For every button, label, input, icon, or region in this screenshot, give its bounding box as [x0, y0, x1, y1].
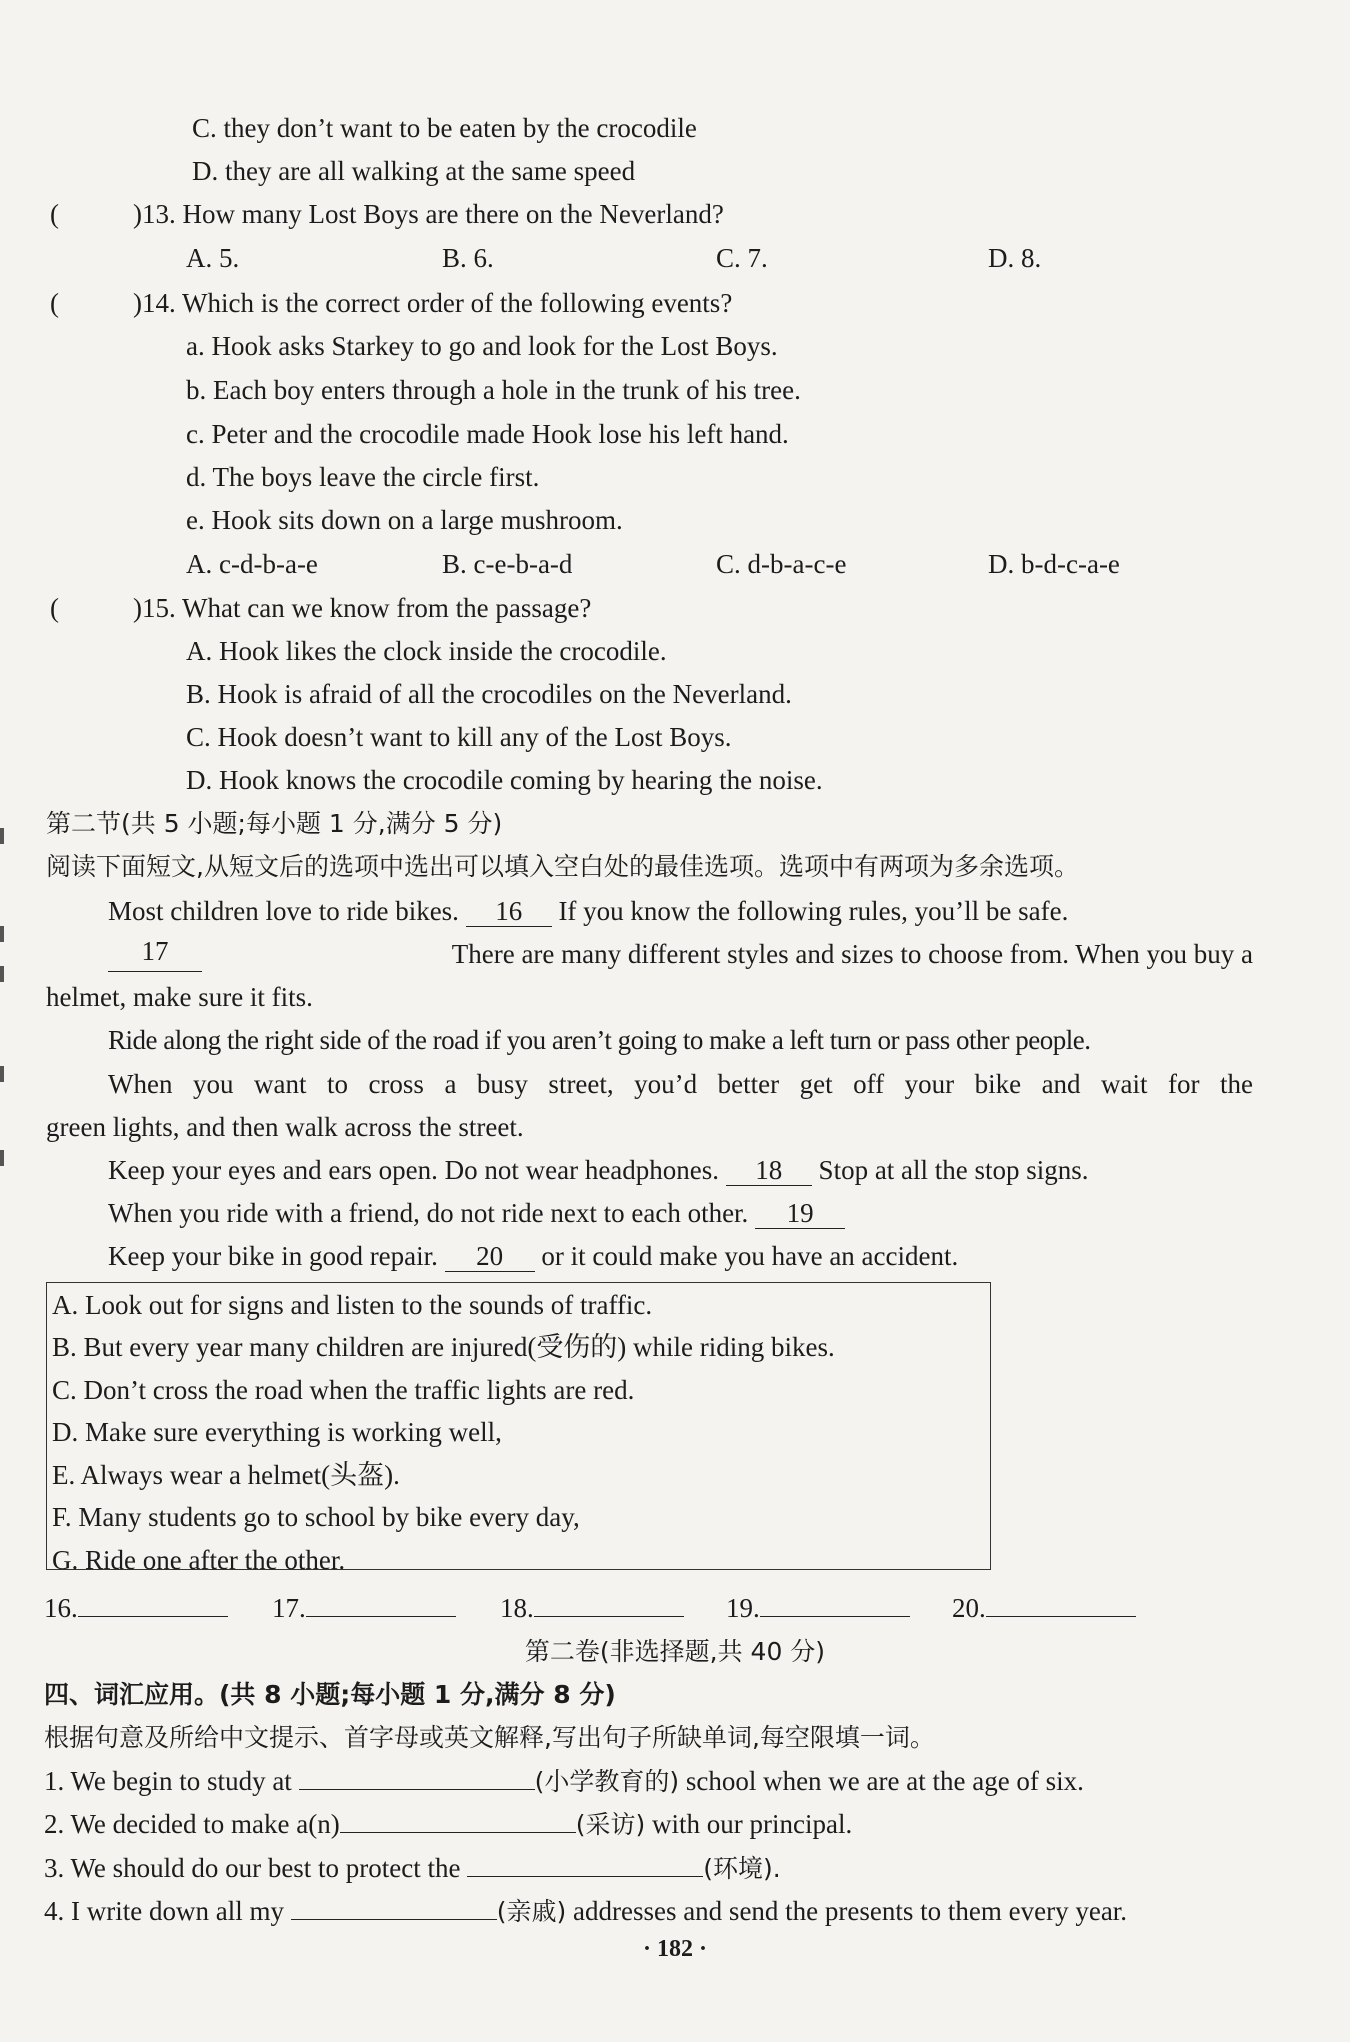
- passage-line: helmet, make sure it fits.: [46, 982, 313, 1012]
- vocab-text: 2. We decided to make a(n): [44, 1809, 340, 1839]
- answer-blank[interactable]: [760, 1616, 910, 1617]
- passage-text: Keep your bike in good repair.: [108, 1241, 438, 1271]
- q14-option-b: B. c-e-b-a-d: [442, 549, 573, 579]
- answer-paren: (: [50, 593, 59, 623]
- q13-stem: )13. How many Lost Boys are there on the Neverland?: [133, 199, 724, 229]
- q13-option-b: B. 6.: [442, 243, 494, 273]
- passage-line: [108, 1152, 1089, 1188]
- q14-option-d: D. b-d-c-a-e: [988, 549, 1120, 579]
- passage-line: [108, 1238, 958, 1274]
- blank-16[interactable]: 16: [466, 896, 552, 927]
- section-heading: 第二节(共 5 小题;每小题 1 分,满分 5 分): [46, 809, 503, 838]
- answer-label: 20.: [952, 1593, 986, 1623]
- option-item: F. Many students go to school by bike every day,: [52, 1502, 580, 1532]
- option-item: G. Ride one after the other.: [52, 1545, 346, 1575]
- passage-text: If you know the following rules, you’ll be safe.: [558, 896, 1069, 926]
- blank-17[interactable]: 17: [108, 936, 202, 972]
- q14-event: b. Each boy enters through a hole in the trunk of his tree.: [186, 375, 801, 405]
- option-item: C. Don’t cross the road when the traffic lights are red.: [52, 1375, 635, 1405]
- vocab-text: addresses and send the presents to them every year.: [572, 1896, 1128, 1926]
- option-item: E. Always wear a helmet(头盔).: [52, 1460, 400, 1490]
- q13-option-d: D. 8.: [988, 243, 1042, 273]
- answer-blank[interactable]: [986, 1616, 1136, 1617]
- part-heading: 第二卷(非选择题,共 40 分): [524, 1637, 826, 1666]
- blank-18[interactable]: 18: [726, 1155, 812, 1186]
- vocab-hint: (采访): [575, 1810, 646, 1839]
- vocab-blank[interactable]: [467, 1876, 703, 1877]
- vocab-blank[interactable]: [291, 1919, 497, 1920]
- section-heading: 四、词汇应用。(共 8 小题;每小题 1 分,满分 8 分): [44, 1680, 616, 1709]
- vocab-hint: (环境).: [703, 1854, 781, 1883]
- q15-option-a: A. Hook likes the clock inside the crocodile.: [186, 636, 667, 666]
- answer-18: [500, 1590, 684, 1626]
- binding-mark: [0, 1066, 4, 1082]
- section-instruction: 根据句意及所给中文提示、首字母或英文解释,写出句子所缺单词,每空限填一词。: [44, 1723, 935, 1752]
- q14-stem: )14. Which is the correct order of the following events?: [133, 288, 733, 318]
- answer-17: [272, 1590, 456, 1626]
- blank-20[interactable]: 20: [445, 1241, 535, 1272]
- answer-19: [726, 1590, 910, 1626]
- vocab-blank[interactable]: [340, 1832, 576, 1833]
- vocab-text: with our principal.: [651, 1809, 853, 1839]
- vocab-text: 1. We begin to study at: [44, 1766, 292, 1796]
- passage-line: green lights, and then walk across the street.: [46, 1112, 524, 1142]
- vocab-item-2: [44, 1806, 852, 1843]
- answer-blank[interactable]: [78, 1616, 228, 1617]
- passage-text: There are many different styles and sizes to choose from. When you buy a: [451, 939, 1253, 969]
- passage-line: Ride along the right side of the road if you aren’t going to make a left turn or pass other people.: [108, 1025, 1091, 1055]
- passage-line: [108, 1195, 845, 1231]
- option-item: A. Look out for signs and listen to the sounds of traffic.: [52, 1290, 653, 1320]
- q14-option-a: A. c-d-b-a-e: [186, 549, 318, 579]
- answer-16: [44, 1590, 228, 1626]
- answer-paren: (: [50, 288, 59, 318]
- passage-text: Keep your eyes and ears open. Do not wear headphones.: [108, 1155, 720, 1185]
- q15-option-b: B. Hook is afraid of all the crocodiles on the Neverland.: [186, 679, 792, 709]
- blank-19[interactable]: 19: [755, 1198, 845, 1229]
- vocab-hint: (亲戚): [496, 1897, 567, 1926]
- answer-20: [952, 1590, 1136, 1626]
- vocab-hint: (小学教育的): [534, 1767, 680, 1796]
- vocab-item-1: [44, 1763, 1084, 1800]
- binding-mark: [0, 828, 4, 844]
- q13-option-c: C. 7.: [716, 243, 768, 273]
- answer-label: 18.: [500, 1593, 534, 1623]
- answer-blank[interactable]: [534, 1616, 684, 1617]
- option-item: B. But every year many children are injured(受伤的) while riding bikes.: [52, 1332, 835, 1362]
- q15-stem: )15. What can we know from the passage?: [133, 593, 592, 623]
- passage-line: [108, 893, 1068, 929]
- q12-option-c: C. they don’t want to be eaten by the crocodile: [192, 113, 697, 143]
- q14-event: c. Peter and the crocodile made Hook lose his left hand.: [186, 419, 789, 449]
- answer-paren: (: [50, 199, 59, 229]
- passage-text: Stop at all the stop signs.: [818, 1155, 1089, 1185]
- vocab-blank[interactable]: [299, 1789, 535, 1790]
- passage-line: [108, 936, 1253, 972]
- passage-line: When you want to cross a busy street, you’d better get off your bike and wait for the: [108, 1069, 1253, 1099]
- section-instruction: 阅读下面短文,从短文后的选项中选出可以填入空白处的最佳选项。选项中有两项为多余选项。: [46, 852, 1079, 881]
- option-item: D. Make sure everything is working well,: [52, 1417, 502, 1447]
- q15-option-d: D. Hook knows the crocodile coming by hearing the noise.: [186, 765, 823, 795]
- answer-label: 16.: [44, 1593, 78, 1623]
- vocab-text: 3. We should do our best to protect the: [44, 1853, 461, 1883]
- q15-option-c: C. Hook doesn’t want to kill any of the Lost Boys.: [186, 722, 732, 752]
- page-number: · 182 ·: [642, 1936, 707, 1962]
- binding-mark: [0, 1150, 4, 1166]
- q12-option-d: D. they are all walking at the same speed: [192, 156, 636, 186]
- passage-text: When you ride with a friend, do not ride next to each other.: [108, 1198, 749, 1228]
- passage-text: or it could make you have an accident.: [541, 1241, 959, 1271]
- vocab-item-4: [44, 1893, 1127, 1930]
- q14-event: e. Hook sits down on a large mushroom.: [186, 505, 623, 535]
- passage-text: Most children love to ride bikes.: [108, 896, 459, 926]
- binding-mark: [0, 966, 4, 982]
- vocab-text: 4. I write down all my: [44, 1896, 284, 1926]
- answer-label: 19.: [726, 1593, 760, 1623]
- answer-label: 17.: [272, 1593, 306, 1623]
- q14-event: a. Hook asks Starkey to go and look for the Lost Boys.: [186, 331, 778, 361]
- binding-mark: [0, 926, 4, 942]
- q14-event: d. The boys leave the circle first.: [186, 462, 540, 492]
- vocab-item-3: [44, 1850, 781, 1887]
- q14-option-c: C. d-b-a-c-e: [716, 549, 847, 579]
- vocab-text: school when we are at the age of six.: [685, 1766, 1084, 1796]
- answer-blank[interactable]: [306, 1616, 456, 1617]
- q13-option-a: A. 5.: [186, 243, 240, 273]
